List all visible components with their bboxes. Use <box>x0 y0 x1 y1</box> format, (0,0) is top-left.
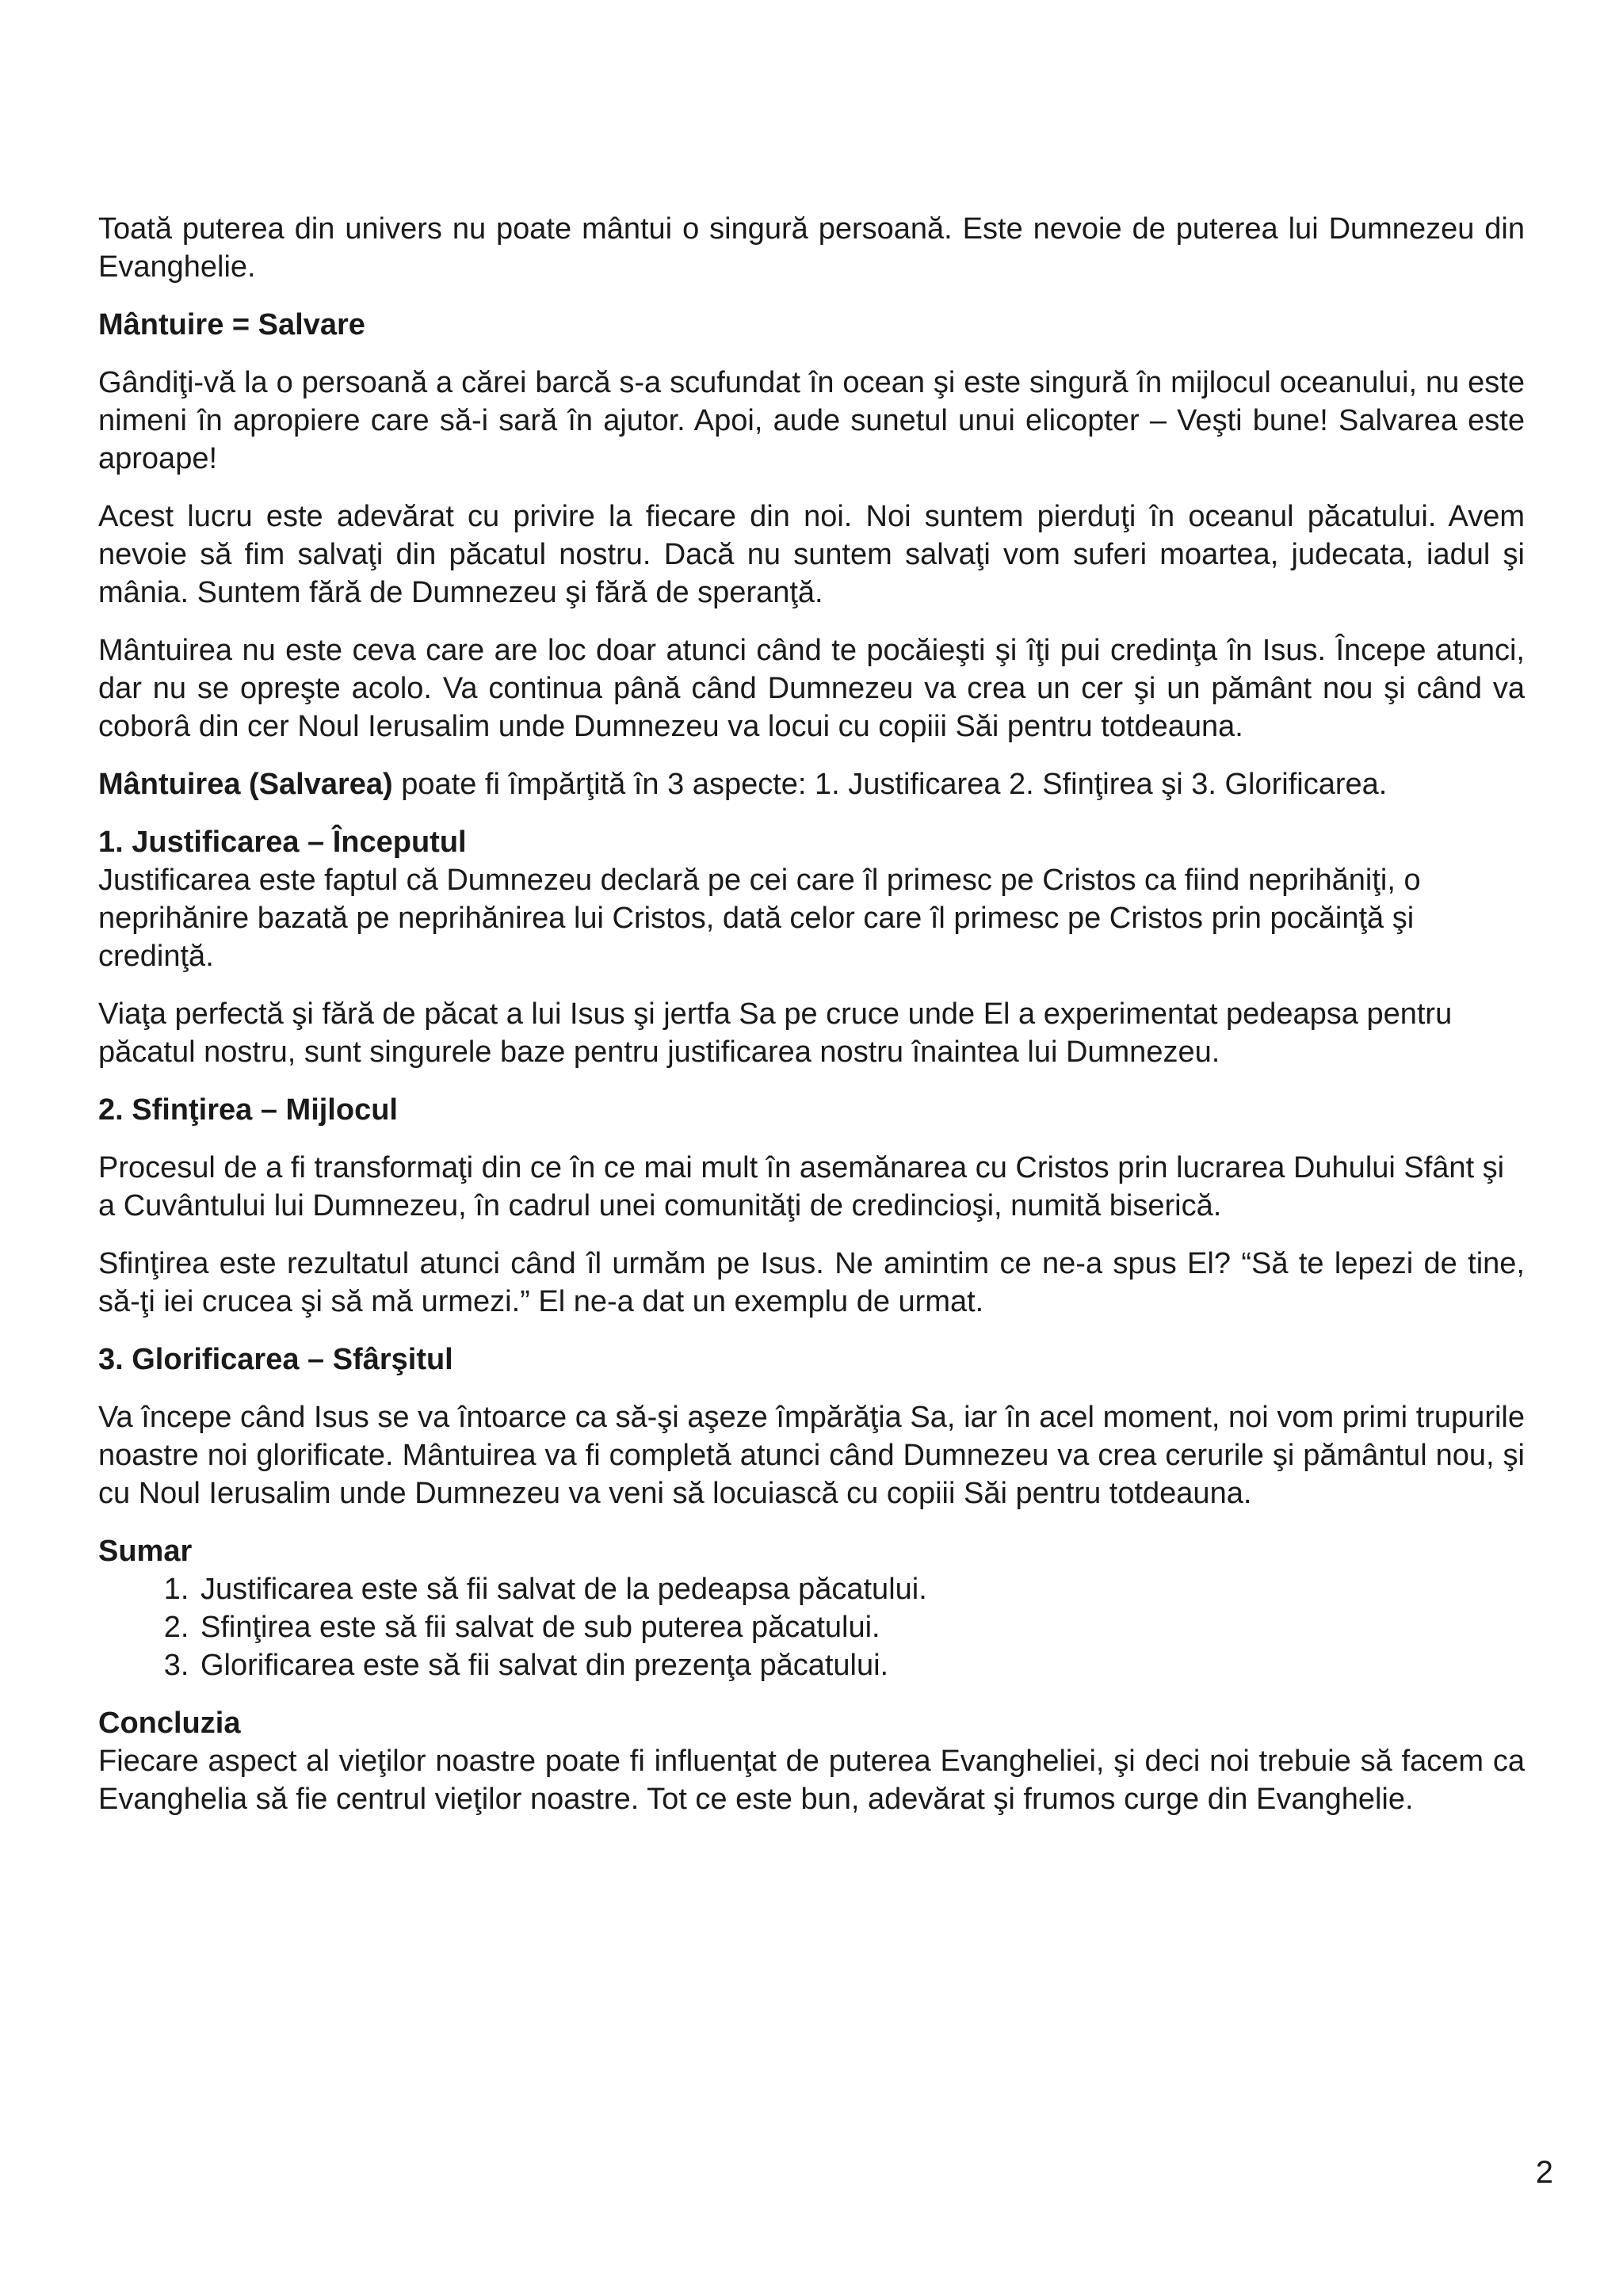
paragraph-justificare: Justificarea este faptul că Dumnezeu declară pe cei care îl primesc pe Cristos ca fiind neprihăniţi, o neprihănire bazată pe neprihănirea lui Cristos, dată celor care îl primesc pe Cristos prin pocăinţă şi credinţă. <box>98 864 1421 973</box>
summary-item: 2. Sfinţirea este să fii salvat de sub puterea păcatului. <box>197 1608 1525 1646</box>
paragraph-viata: Viaţa perfectă şi fără de păcat a lui Isus şi jertfa Sa pe cruce unde El a experimentat pedeapsa pentru păcatul nostru, sunt singurele baze pentru justificarea nostru înaintea lui Dumnezeu. <box>98 997 1453 1069</box>
paragraph-procesul: Procesul de a fi transformaţi din ce în ce mai mult în asemănarea cu Cristos prin lucrarea Duhului Sfânt şi a Cuvântului lui Dumnezeu, în cadrul unei comunităţi de credincioşi, numită biserică. <box>98 1151 1505 1222</box>
heading-mantuire: Mântuire = Salvare <box>98 308 365 341</box>
heading-sfintire: 2. Sfinţirea – Mijlocul <box>98 1093 398 1127</box>
aspects-text: poate fi împărţită în 3 aspecte: 1. Justificarea 2. Sfinţirea şi 3. Glorificarea. <box>392 768 1388 801</box>
heading-sumar: Sumar <box>98 1535 193 1568</box>
page-number: 2 <box>1535 2155 1553 2190</box>
aspects-bold-label: Mântuirea (Salvarea) <box>98 768 393 801</box>
paragraph-boat: Gândiţi-vă la o persoană a cărei barcă s-a scufundat în ocean şi este singură în mijlocul oceanului, nu este nimeni în apropiere care să-i sară în ajutor. Apoi, aude sunetul unui elicopter – Veşti bune! Salvarea este aproape! <box>98 366 1525 475</box>
paragraph-true-for-us: Acest lucru este adevărat cu privire la fiecare din noi. Noi suntem pierduţi în oceanul păcatului. Avem nevoie să fim salvaţi din păcatul nostru. Dacă nu suntem salvaţi vom suferi moartea, judecata, iadul şi mânia. Suntem fără de Dumnezeu şi fără de speranţă. <box>98 500 1525 609</box>
summary-item: 1. Justificarea este să fii salvat de la pedeapsa păcatului. <box>197 1570 1525 1608</box>
paragraph-not-only: Mântuirea nu este ceva care are loc doar atunci când te pocăieşti şi îţi pui credinţa în Isus. Începe atunci, dar nu se opreşte acolo. Va continua până când Dumnezeu va crea un cer şi un pământ nou şi când va coborâ din cer Noul Ierusalim unde Dumnezeu va locui cu copiii Săi pentru totdeauna. <box>98 634 1525 743</box>
summary-list <box>98 1570 1525 1684</box>
paragraph-concluzia: Fiecare aspect al vieţilor noastre poate fi influenţat de puterea Evangheliei, şi deci noi trebuie să facem ca Evanghelia să fie centrul vieţilor noastre. Tot ce este bun, adevărat şi frumos curge din Evanghelie. <box>98 1745 1525 1816</box>
paragraph-intro: Toată puterea din univers nu poate mântui o singură persoană. Este nevoie de puterea lui Dumnezeu din Evanghelie. <box>98 212 1525 284</box>
heading-justificare: 1. Justificarea – Începutul <box>98 826 467 859</box>
heading-glorificare: 3. Glorificarea – Sfârşitul <box>98 1343 453 1376</box>
paragraph-aspects <box>98 765 1525 803</box>
paragraph-sfintirea: Sfinţirea este rezultatul atunci când îl urmăm pe Isus. Ne amintim ce ne-a spus El? “Să te lepezi de tine, să-ţi iei crucea şi să mă urmezi.” El ne-a dat un exemplu de urmat. <box>98 1247 1525 1318</box>
page-content <box>98 210 1525 1838</box>
summary-item: 3. Glorificarea este să fii salvat din prezenţa păcatului. <box>197 1646 1525 1684</box>
paragraph-glorificare: Va începe când Isus se va întoarce ca să-şi aşeze împărăţia Sa, iar în acel moment, noi vom primi trupurile noastre noi glorificate. Mântuirea va fi completă atunci când Dumnezeu va crea cerurile şi pământul nou, şi cu Noul Ierusalim unde Dumnezeu va veni să locuiască cu copiii Săi pentru totdeauna. <box>98 1401 1525 1510</box>
heading-concluzia: Concluzia <box>98 1707 241 1740</box>
